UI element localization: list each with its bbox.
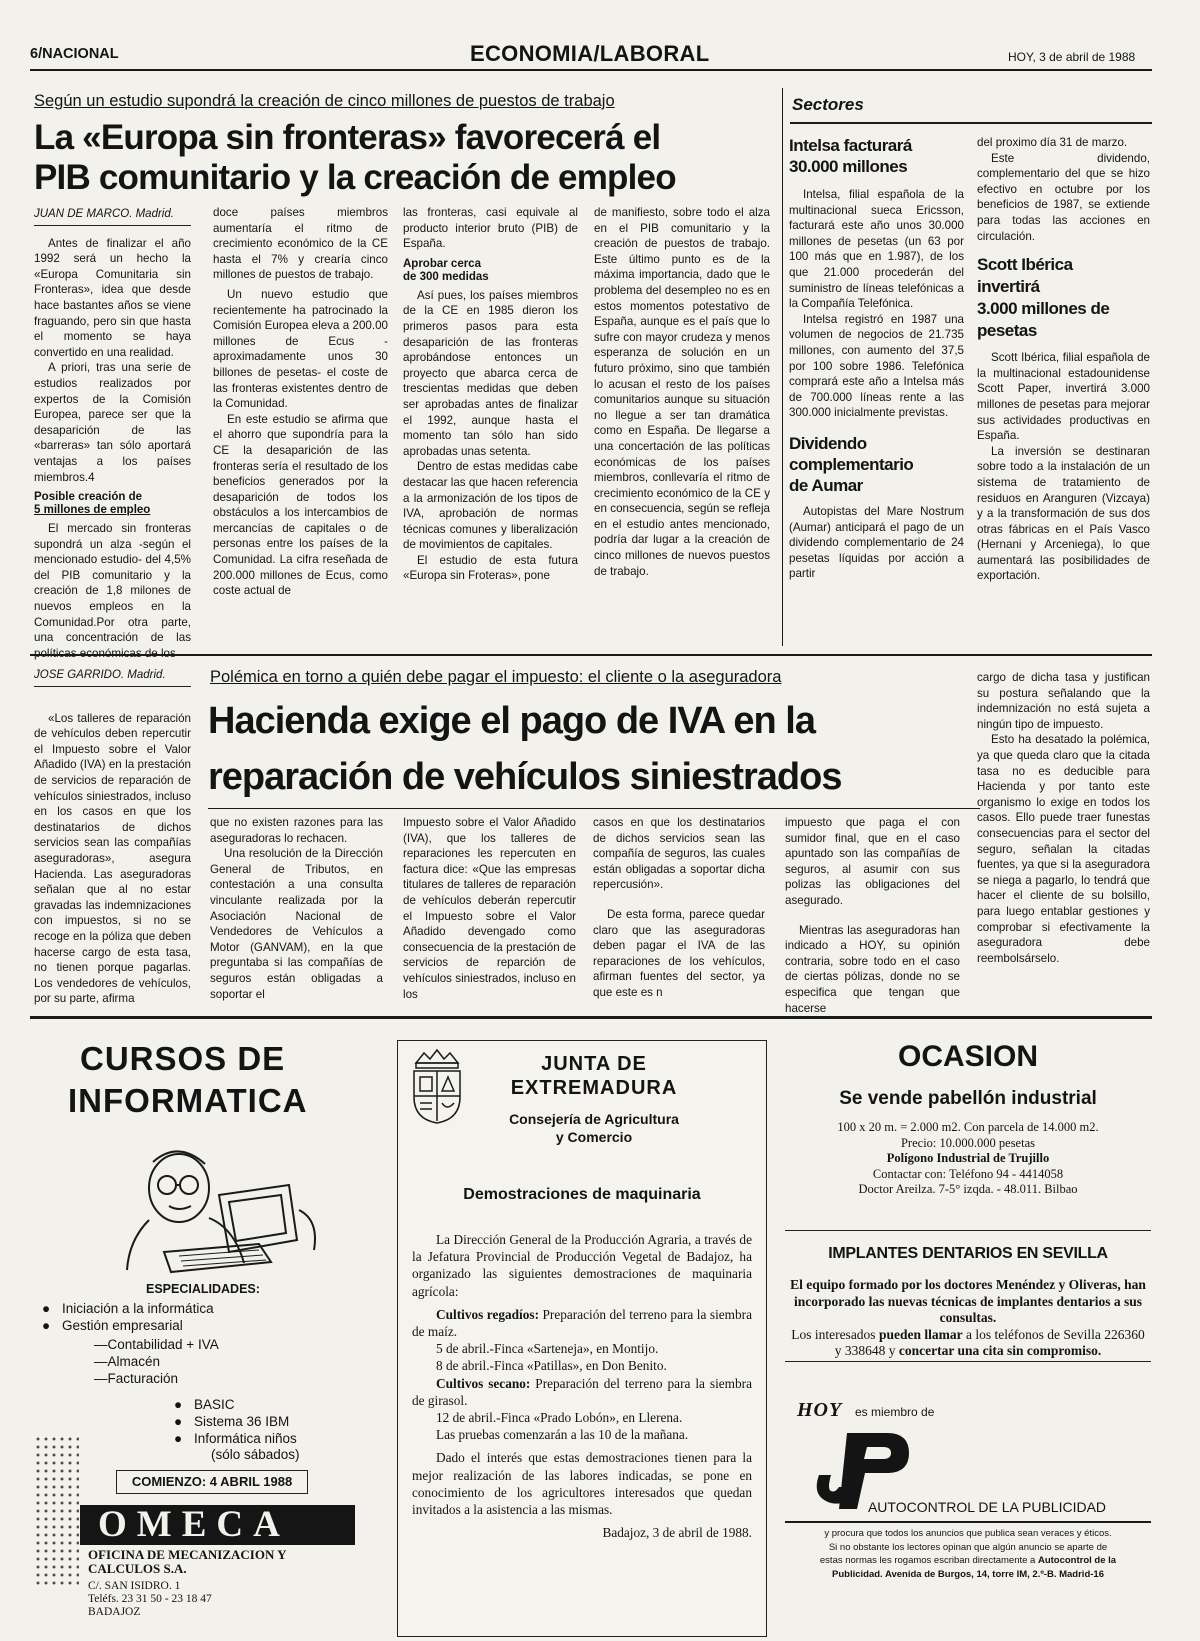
junta-date-item: 12 de abril.-Finca «Prado Lobón», en Llerena. [436,1410,683,1426]
lead-headline-1: La «Europa sin fronteras» favorecerá el [34,118,661,157]
ocasion-title: OCASION [897,1040,1038,1073]
cursos-subitem: —Contabilidad + IVA [94,1337,219,1352]
sectores-divider [782,88,783,646]
junta-paragraph: La Dirección General de la Producción Agraria, a través de la Jefatura Provincial de Producción Vegetal de Badajoz, ha organizado las siguientes demostraciones de maquinaria agrícola: [412,1232,752,1299]
junta-paragraph: Las pruebas comenzarán a las 10 de la mañana. [436,1427,689,1443]
iva-headline-1: Hacienda exige el pago de IVA en la [208,700,815,742]
intelsa-paragraph: Intelsa, filial española de la multinacional sueca Ericsson, facturará este año unos 30.000 millones de pesetas (un 63 por 100 más que en 1.987), de los que 21.000 procederán del suministro de líneas telefónicas a la Compañía Telefónica. [789,188,964,311]
iva-paragraph: Una resolución de la Dirección General de Tributos, en contestación a una consulta vinculante realizada por la Asociación Nacional de Vendedores de Vehículos a Motor (GANVAM), en la que preguntaba si las compañías de seguros están obligadas a soportar el [210,847,383,1001]
autocontrol-name: AUTOCONTROL DE LA PUBLICIDAD [867,1499,1107,1515]
hoy-logo: HOY [797,1399,843,1421]
omeca-company-name: OFICINA DE MECANIZACION Y CALCULOS S.A. [88,1547,287,1576]
junta-body [412,1231,752,1541]
section-rule-ads [30,1016,1152,1019]
cursos-subitem: —Almacén [94,1354,161,1369]
lead-headline-2: PIB comunitario y la creación de empleo [34,158,676,197]
implantes-title: IMPLANTES DENTARIOS EN SEVILLA [828,1245,1108,1262]
lead-column-3 [403,205,578,584]
iva-paragraph: «Los talleres de reparación de vehículos deben repercutir el Impuesto sobre el Valor Añadido (IVA) en la prestación de servicios de reparación de vehículos siniestrados, incluso en los casos en que los destinatarios de dichos servicios sean las compañías aseguradoras», asegura Hacienda. Las aseguradoras señalan que al no estar gravadas las indemnizaciones con impuestos, si no se recoge en la póliza que deben hacerse cargo de esta tasa, no tienen porque pagarlas. Los vendedores de vehículos, por su parte, afirma [34,711,191,1006]
autocontrol-box [785,1395,1151,1625]
iva-paragraph: impuesto que paga el con sumidor final, que en el caso apuntado son las compañías de seguros, al asumir con sus polizas las obligaciones del asegurado. [785,816,960,907]
iva-column-5 [785,815,960,1016]
lead-column-2 [213,205,388,599]
implantes-paragraph: El equipo formado por los doctores Menéndez y Oliveras, han incorporado las nuevas técnicas de implantes dentarios a sus consultas. [790,1277,1146,1325]
cursos-note: (sólo sábados) [211,1447,300,1462]
iva-paragraph: Mientras las aseguradoras han indicado a HOY, su opinión contraria, sobre todo en el caso de ciertas pólizas, donde no se especifica que tengan que hacerse [785,923,960,1015]
iva-column-1 [34,668,191,1007]
junta-title-2: EXTREMADURA [510,1077,678,1099]
issue-date: HOY, 3 de abril de 1988 [1008,50,1136,64]
iva-column-2 [210,815,383,1002]
aumar-paragraph: del proximo día 31 de marzo. [977,136,1128,149]
junta-subtitle-2: y Comercio [555,1129,633,1145]
omeca-contact: C/. SAN ISIDRO. 1 Teléfs. 23 31 50 - 23 18 47 BADAJOZ [88,1580,212,1618]
cursos-title-2: INFORMATICA [68,1082,308,1119]
lead-byline: JUAN DE MARCO. Madrid. [34,207,191,226]
page-section-label: 6/NACIONAL [30,46,119,62]
cursos-especialidades: ESPECIALIDADES: [146,1282,260,1296]
computer-user-illustration [109,1140,329,1275]
cursos-subitem: —Facturación [94,1371,179,1386]
intelsa-paragraph: Intelsa registró en 1987 una volumen de negocios de 21.735 millones, con aumento del 37,5 por 100 sobre 1986. Telefónica comprará este año a Intelsa más de 700.000 líneas rente a las 300.000 inicialmente previstas. [789,312,964,420]
autocontrol-rule [785,1521,1151,1523]
junta-title-1: JUNTA DE [541,1053,647,1075]
omeca-brand: OMECA [98,1504,290,1545]
lead-kicker: Según un estudio supondrá la creación de cinco millones de puestos de trabajo [34,92,615,110]
lead-paragraph: doce países miembros aumentaría el ritmo de crecimiento económico de la CE hasta el 7% y crearía cinco millones de puestos de trabajo. [213,206,388,282]
cursos-item: ● Gestión empresarial [42,1317,214,1334]
lead-paragraph: El estudio de esta futura «Europa sin Froteras», pone [403,553,578,583]
iva-paragraph: cargo de dicha tasa y justifican su postura señalando que la indemnización no está sujeta a ningún tipo de impuesto. [977,671,1150,731]
sectores-rule [790,122,1152,124]
section-title: ECONOMIA/LABORAL [470,41,710,66]
iva-column-4 [593,815,765,1001]
autocontrol-text: y procura que todos los anuncios que publica sean veraces y éticos. Si no obstante los lectores opinan que algún anuncio se aparte de estas normas les rogamos escriban directamente a Autocontrol de la Publicidad. Avenida de Burgos, 14, torre IM, 2.º-B. Madrid-16 [819,1528,1117,1580]
aumar-paragraph: Autopistas del Mare Nostrum (Aumar) anticipará el pago de un dividendo complementario de 24 pesetas líquidas por acción a partir [789,504,964,581]
scott-paragraph: La inversión se destinaran sobre todo a la instalación de un sistema de tratamiento de residuos en Aranguren (Vizcaya) y a la transformación de sus dos otras fábricas en el País Vasco (Hernani y Arceniega), lo que aumentará las posibilidades de exportación. [977,444,1150,583]
lead-paragraph: Dentro de estas medidas cabe destacar las que hacen referencia a la armonización de los tipos de IVA, aprobación de normas técnicas comunes y liberalización de movimientos de capitales. [403,460,578,552]
omeca-dots-decoration [34,1435,79,1585]
junta-date-item: 5 de abril.-Finca «Sarteneja», en Montijo. [436,1341,659,1357]
iva-paragraph: Esto ha desatado la polémica, ya que queda claro que la citada tasa no es deducible para Hacienda y por tanto este organismo lo exige en todos los casos. Ello puede traer funestas consecuencias para el sector del seguro, señalan la citadas fuentes, ya que si la aseguradora se niega a pagarlo, lo tendrá que hacer el cliente de su bolsillo, para luego entablar gestiones y comprobar si efectivamente la aseguradora debe reembolsárselo. [977,733,1150,965]
header-rule [30,69,1152,71]
junta-heading: Demostraciones de maquinaria [463,1186,701,1203]
iva-paragraph: Impuesto sobre el Valor Añadido (IVA), que los talleres de reparaciones les repercuten en factura dice: «Que las empresas titulares de talleres de reparación de vehículos deberán repercutir el Impuesto sobre el Valor Añadido devengado como consecuencia de la prestación de servicios de reparción de vehículos siniestrados, incluso en los [403,816,576,1001]
cursos-second-list [174,1396,297,1447]
lead-paragraph: En este estudio se afirma que el ahorro que supondría para la CE la desaparición de las fronteras sería el resultado de los beneficios generados por la desaparición de todos los obstáculos a los intercambios de mercancías de capitales o de personas entre los países de la Comunidad. La cifra reseñada de 200.000 millones de Ecus, como coste actual de [213,412,388,598]
cursos-sublist [94,1336,219,1387]
ocasion-details: 100 x 20 m. = 2.000 m2. Con parcela de 14.000 m2. Precio: 10.000.000 pesetas Polígono Industrial de Trujillo Contactar con: Teléfono 94 - 4414058 Doctor Areilza. 7-5° izqda. - 48.011. Bilbao [837,1120,1099,1196]
cursos-main-list [42,1300,214,1334]
cursos-item: ● Sistema 36 IBM [174,1413,297,1430]
scott-headline: Scott Ibérica invertirá 3.000 millones de pesetas [977,255,1110,341]
iva-column-3 [403,815,576,1002]
iva-paragraph: que no existen razones para las aseguradoras lo rechacen. [210,816,383,845]
junta-subtitle-1: Consejería de Agricultura [509,1111,679,1127]
ad-cursos-informatica [34,1030,389,1620]
iva-byline: JOSE GARRIDO. Madrid. [34,668,191,687]
lead-paragraph: las fronteras, casi equivale al producto interior bruto (PIB) de España. [403,206,578,251]
section-rule-mid [30,654,1152,656]
omeca-logo [80,1505,355,1545]
ad-ocasion [785,1040,1151,1205]
lead-paragraph: Un nuevo estudio que recientemente ha patrocinado la Comisión Europea eleva a 200.00 millones de Ecus -aproximadamente unos 30 billones de pesetas- el coste de las fronteras existentes dentro de la Comunidad. [213,287,388,411]
iva-column-6 [977,670,1150,966]
implantes-paragraph: Los interesados pueden llamar a los teléfonos de Sevilla 226360 y 338648 y concertar una cita sin compromiso. [791,1326,1145,1358]
junta-paragraph: Cultivos secano: Preparación del terreno para la siembra de girasol. [412,1375,752,1408]
lead-column-1 [34,207,191,661]
cursos-item: ● Informática niños [174,1430,297,1447]
sectores-column-1 [789,135,964,582]
sectores-column-2 [977,135,1150,584]
lead-subheading-1: Posible creación de 5 millones de empleo [34,491,151,517]
lead-paragraph: El mercado sin fronteras supondrá un alza -según el mencionado estudio- del 4,5% del PIB comunitario y la creación de 1,8 milones de nuevos empleos en la Comunidad.Por otra parte, una concentración de las [34,522,191,645]
cursos-item: ● Iniciación a la informática [42,1300,214,1317]
lead-paragraph: Así pues, los países miembros de la CE en 1985 dieron los primeros pasos para esta desaparición de las fronteras aprobándose entonces un proyecto que abarca cerca de trescientas medidas que deben ser aprobadas antes de finalizar el 1992, aunque hasta el momento tan sólo han sido aprobadas unas setenta. [403,288,578,458]
lead-paragraph: A priori, tras una serie de estudios realizados por expertos de la Comisión Europea, parece ser que la desaparición de las «barreras» tan sólo aportará ventajas a los países miembros.4 [34,361,191,484]
ocasion-subtitle: Se vende pabellón industrial [839,1088,1097,1109]
junta-paragraph: Cultivos regadíos: Preparación del terreno para la siembra de maíz. [412,1306,753,1340]
lead-paragraph: Antes de finalizar el año 1992 será un hecho la «Europa Comunitaria sin Fronteras», idea que desde hace bastantes años se viene fraguando, pero sin que hasta el momento se haya convertido en una realidad. [34,236,191,359]
intelsa-headline: Intelsa facturará 30.000 millones [789,136,912,176]
junta-signature: Badajoz, 3 de abril de 1988. [602,1525,752,1541]
junta-paragraph: Dado el interés que estas demostraciones tienen para la mejor realización de las labores indicadas, se pone en conocimiento de los agricultores interesados que quedan invitados a la asistencia a las mismas. [412,1450,752,1518]
scott-paragraph: Scott Ibérica, filial española de la multinacional estadounidense Scott Paper, invertirá 3.000 millones de pesetas para mejorar sus actividades productivas en España. [977,351,1150,443]
lead-subheading-2: Aprobar cerca de 300 medidas [403,257,489,283]
iva-paragraph: casos en que los destinatarios de dichos servicios sean las compañía de seguros, las cuales están obligadas a soportar dicha repercusión». [593,816,765,892]
cursos-title-1: CURSOS DE [80,1040,286,1077]
implantes-body [789,1277,1147,1360]
aumar-headline: Dividendo complementario de Aumar [789,433,914,495]
ad-junta-extremadura [397,1040,767,1637]
iva-headline-2: reparación de vehículos siniestrados [208,756,842,798]
junta-date-item: 8 de abril.-Finca «Patillas», en Don Benito. [436,1358,667,1374]
iva-headline-rule [208,808,980,809]
iva-kicker: Polémica en torno a quién debe pagar el impuesto: el cliente o la aseguradora [210,668,782,686]
autocontrol-member-text: es miembro de [855,1405,935,1419]
lead-column-4 [594,205,770,579]
cursos-comienzo: COMIENZO: 4 ABRIL 1988 [116,1470,308,1494]
iva-paragraph: De esta forma, parece quedar claro que las aseguradoras deben pagar el IVA de las reparaciones de los vehículos, afirman fuentes del sector, ya que este es n [593,907,765,999]
cursos-item: ● BASIC [174,1396,297,1413]
aumar-paragraph: Este dividendo, complementario del que se hizo efectivo en octubre por los beneficios de 1987, se extiende para todas las acciones en circulación. [977,151,1150,243]
sectores-title: Sectores [792,95,864,114]
lead-paragraph: de manifiesto, sobre todo el alza en el PIB comunitario y la creación de puestos de trabajo. Este último punto es de la máxima importancia, dado que le problema del desempleo no es en estos momentos potestativo de España, aunque es el país que lo sufre con mayor crudeza y menos esperanza de solución en un futuro próximo, sino que también lo acusan el resto de los países comunitarios aunque su situación no llegue a ser tan dramática como en España. De llegarse a una concertación de las políticas económicas de los países miembros, conllevaría el ritmo de crecimiento económico de la CE y en consecuencia, según se refleja en el estudio antes mencionado, podría dar lugar a la creación de cinco millones de nuevos puestos de trabajo. [594,206,770,578]
ad-implantes-dentarios [785,1230,1151,1362]
